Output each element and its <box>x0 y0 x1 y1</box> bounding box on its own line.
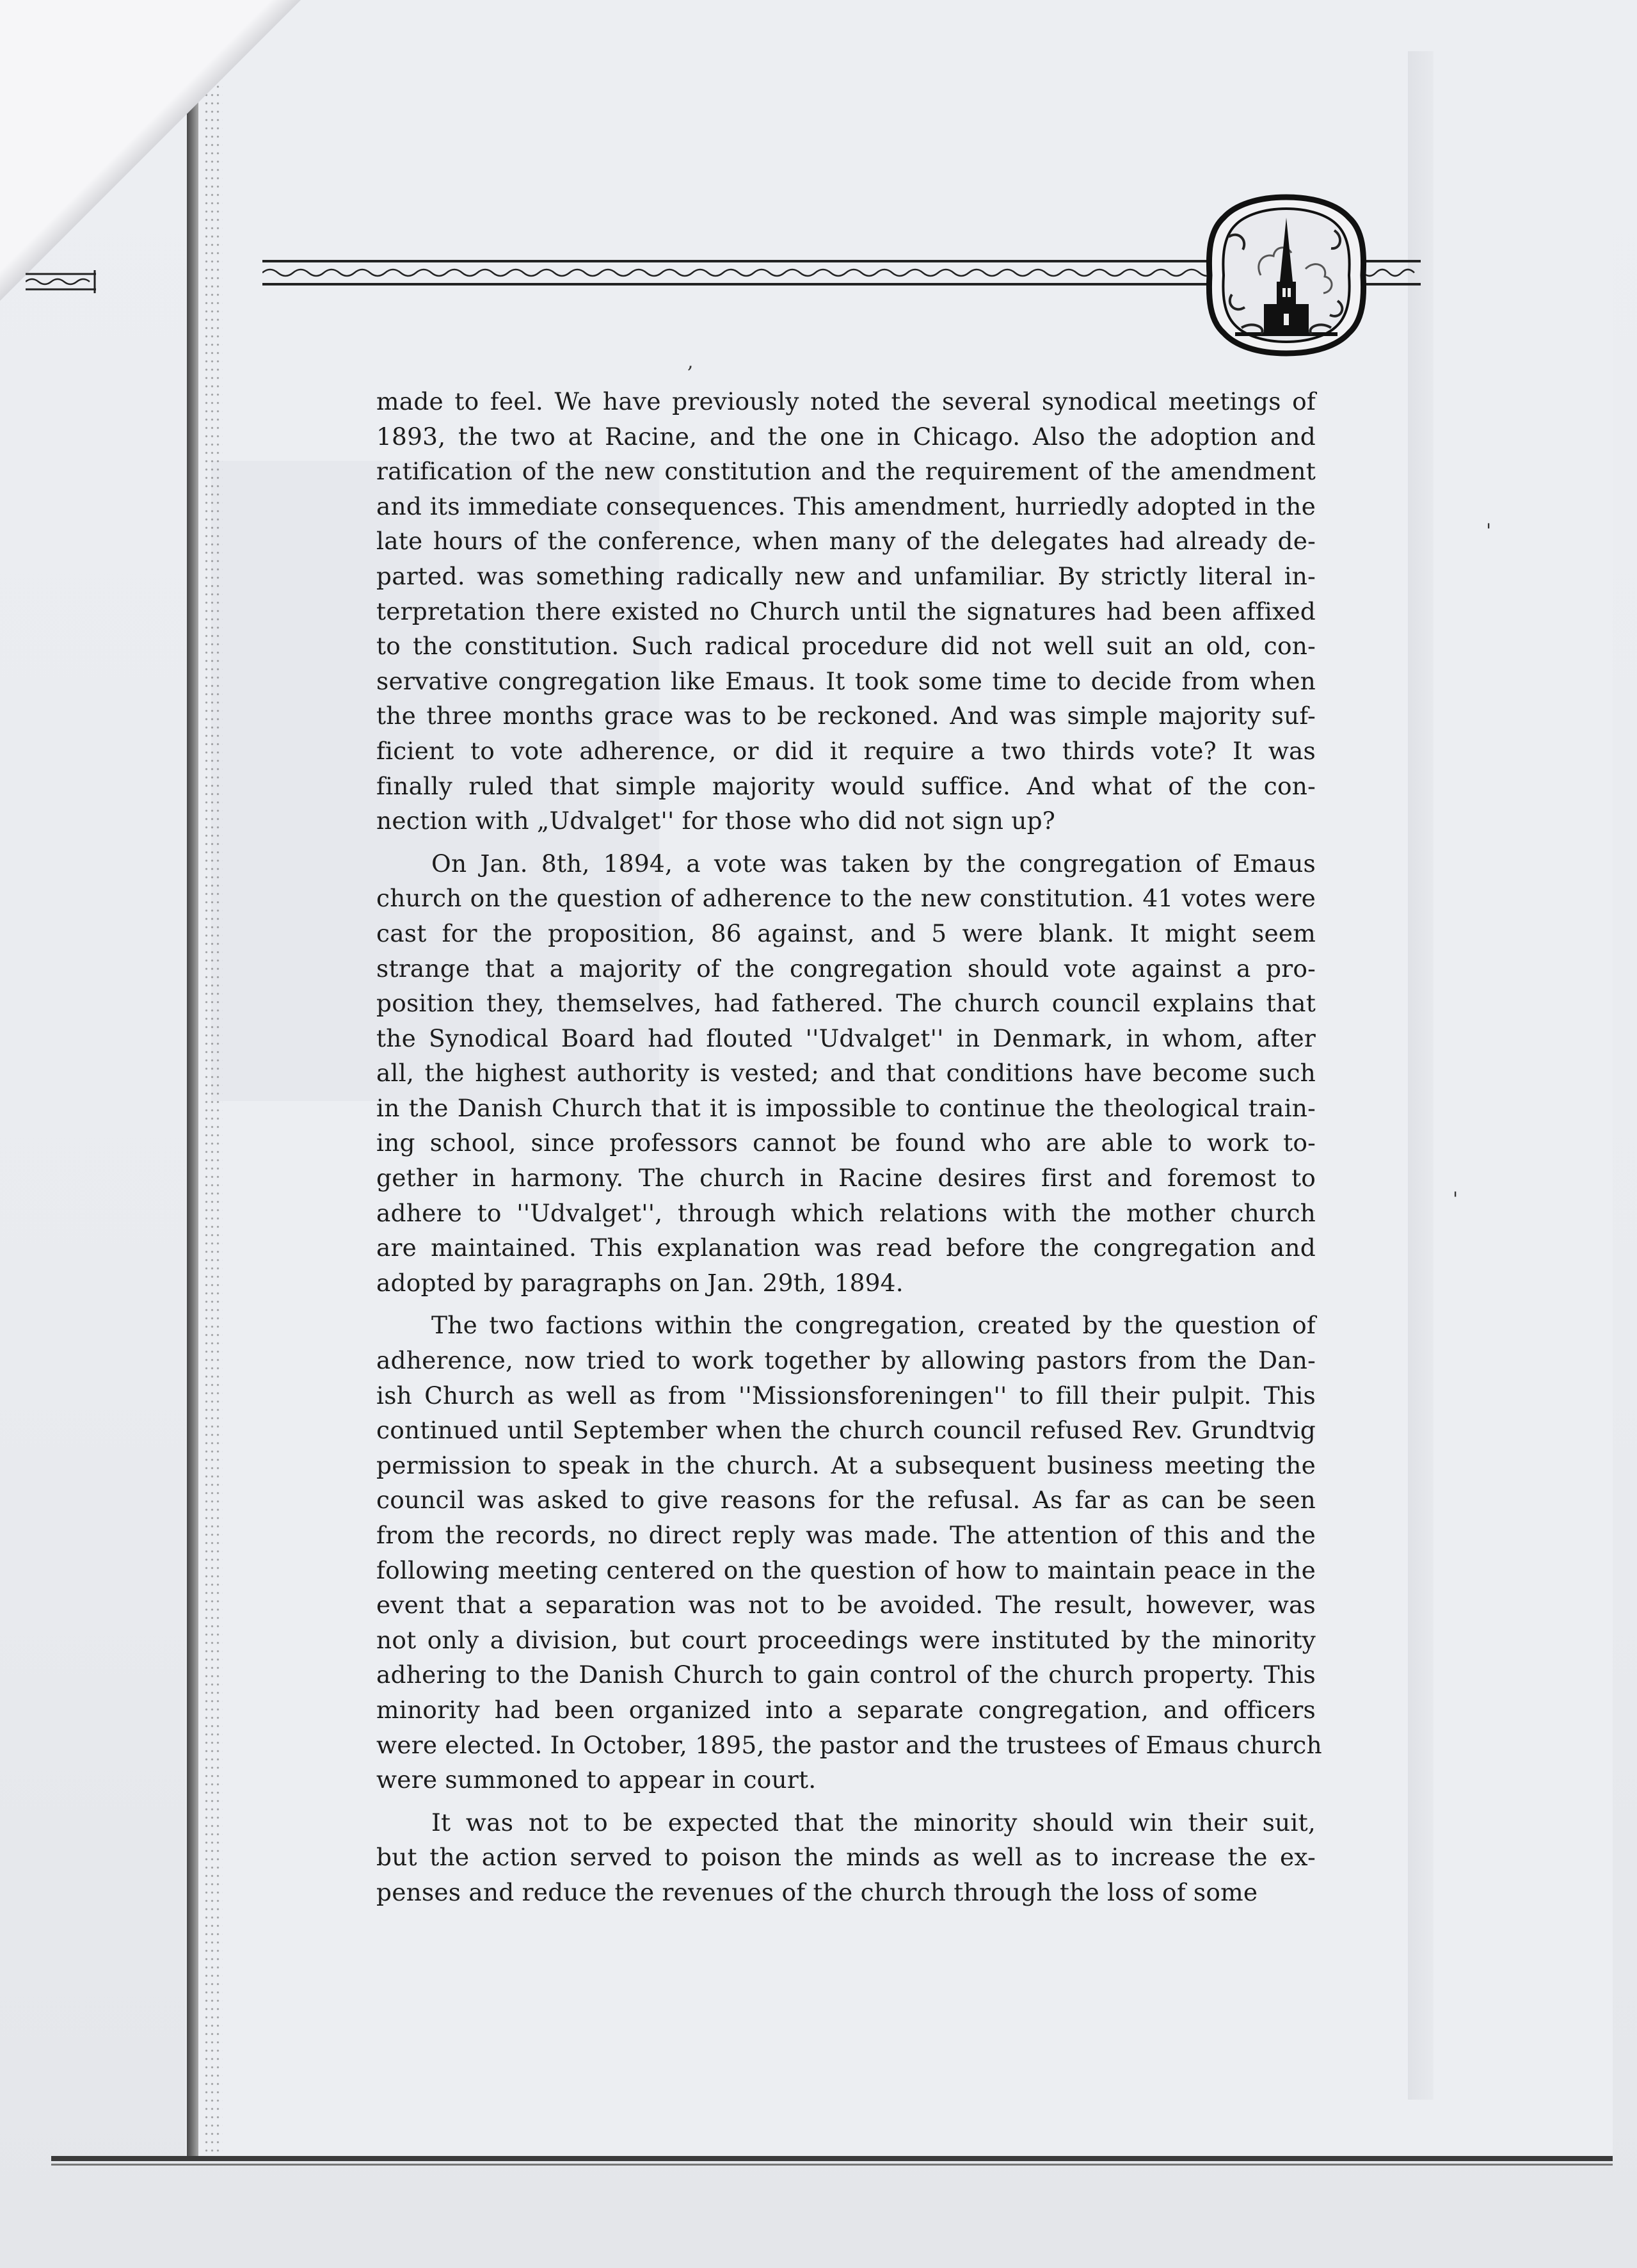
stray-mark: , <box>687 351 694 373</box>
text-line: to the constitution. Such radical procedure did not well suit an old, con- <box>376 632 1316 661</box>
text-line: all, the highest authority is vested; and that conditions have become such <box>376 1059 1316 1088</box>
text-line: following meeting centered on the question of how to maintain peace in the <box>376 1556 1316 1584</box>
text-line: were elected. In October, 1895, the pastor and the trustees of Emaus church <box>376 1730 1322 1759</box>
text-line: ing school, since professors cannot be found who are able to work to- <box>376 1129 1316 1157</box>
wavy-rule-line <box>262 269 1215 276</box>
text-line: nection with „Udvalget'' for those who did not sign up? <box>376 807 1056 835</box>
text-line: ish Church as well as from ''Missionsforeningen'' to fill their pulpit. This <box>376 1381 1316 1410</box>
text-line: not only a division, but court proceedings were instituted by the minority <box>376 1625 1316 1654</box>
stray-mark: ' <box>1486 520 1492 542</box>
text-line: ficient to vote adherence, or did it require a two thirds vote? It was <box>376 736 1316 765</box>
text-line: were summoned to appear in court. <box>376 1765 817 1794</box>
body-text <box>376 384 1322 1918</box>
stray-mark: ' <box>1453 1188 1458 1210</box>
text-line: ratification of the new constitution and the requirement of the amendment <box>376 457 1316 486</box>
text-line: It was not to be expected that the minority should win their suit, <box>431 1808 1316 1837</box>
page-bottom-edge-shadow <box>51 2164 1613 2166</box>
text-line: church on the question of adherence to the new constitution. 41 votes were <box>376 884 1316 913</box>
paragraph <box>376 846 1316 1301</box>
adjacent-page-edge <box>1408 51 1433 2100</box>
text-line: made to feel. We have previously noted the several synodical meetings of <box>376 387 1316 415</box>
text-line: gether in harmony. The church in Racine desires first and foremost to <box>376 1164 1316 1193</box>
text-line: The two factions within the congregation, created by the question of <box>431 1311 1316 1340</box>
text-line: in the Danish Church that it is impossible to continue the theological train- <box>376 1093 1316 1122</box>
paragraph <box>376 1805 1316 1910</box>
text-line: from the records, no direct reply was made. The attention of this and the <box>376 1521 1316 1549</box>
text-line: servative congregation like Emaus. It took some time to decide from when <box>376 666 1316 695</box>
page-bottom-edge <box>51 2156 1613 2161</box>
binding-speckle <box>204 58 223 2157</box>
text-line: terpretation there existed no Church until the signatures had been affixed <box>376 597 1316 625</box>
text-line: penses and reduce the revenues of the church through the loss of some <box>376 1878 1258 1906</box>
facing-page-rule-ornament <box>26 269 96 294</box>
binding-spine <box>187 58 198 2157</box>
text-line: On Jan. 8th, 1894, a vote was taken by the congregation of Emaus <box>431 849 1316 878</box>
text-line: permission to speak in the church. At a subsequent business meeting the <box>376 1451 1316 1479</box>
text-line: the three months grace was to be reckoned. And was simple majority suf- <box>376 702 1316 730</box>
text-line: but the action served to poison the minds as well as to increase the ex- <box>376 1843 1316 1872</box>
text-line: strange that a majority of the congregation should vote against a pro- <box>376 954 1316 983</box>
text-line: adhere to ''Udvalget'', through which relations with the mother church <box>376 1198 1316 1227</box>
text-line: 1893, the two at Racine, and the one in Chicago. Also the adoption and <box>376 422 1316 451</box>
text-line: adopted by paragraphs on Jan. 29th, 1894. <box>376 1268 904 1297</box>
text-line: finally ruled that simple majority would suffice. And what of the con- <box>376 771 1316 800</box>
text-line: council was asked to give reasons for the refusal. As far as can be seen <box>376 1486 1316 1515</box>
church-steeple-vignette-icon <box>1203 192 1369 358</box>
paragraph <box>376 1308 1322 1797</box>
text-line: continued until September when the church council refused Rev. Grundtvig <box>376 1416 1316 1445</box>
text-line: the Synodical Board had flouted ''Udvalget'' in Denmark, in whom, after <box>376 1024 1316 1052</box>
text-line: position they, themselves, had fathered. The church council explains that <box>376 989 1316 1018</box>
text-line: and its immediate consequences. This amendment, hurriedly adopted in the <box>376 492 1316 520</box>
text-line: late hours of the conference, when many of the delegates had already de- <box>376 527 1316 556</box>
text-line: adherence, now tried to work together by allowing pastors from the Dan- <box>376 1346 1316 1375</box>
text-line: minority had been organized into a separate congregation, and officers <box>376 1695 1316 1724</box>
text-line: cast for the proposition, 86 against, and 5 were blank. It might seem <box>376 919 1316 947</box>
text-line: adhering to the Danish Church to gain control of the church property. This <box>376 1661 1316 1689</box>
text-line: are maintained. This explanation was read before the congregation and <box>376 1234 1316 1262</box>
paragraph <box>376 384 1316 839</box>
text-line: event that a separation was not to be avoided. The result, however, was <box>376 1591 1316 1620</box>
text-line: parted. was something radically new and unfamiliar. By strictly literal in- <box>376 561 1316 590</box>
